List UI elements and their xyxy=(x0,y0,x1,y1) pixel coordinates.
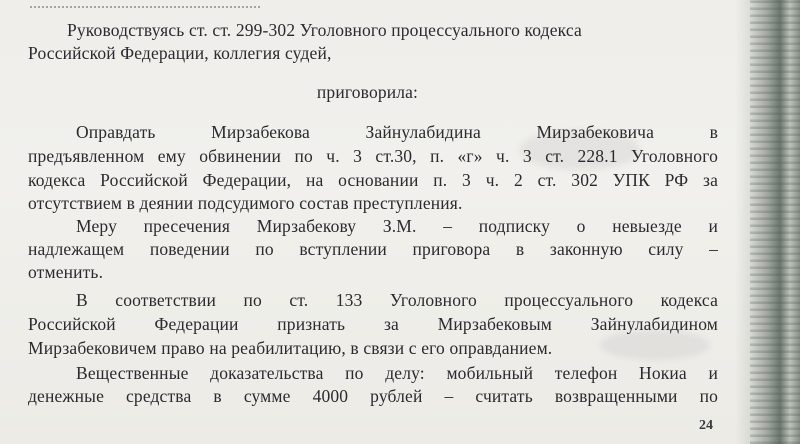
section-heading: приговорила: xyxy=(316,82,419,102)
text-line: предъявленном ему обвинении по ч. 3 ст.30, п. «г» ч. 3 ст. 228.1 Уголовного xyxy=(28,146,718,166)
text-line: Российской Федерации признать за Мирзабековым Зайнулабидином xyxy=(28,314,718,334)
text-line: Руководствуясь ст. ст. 299-302 Уголовного процессуального кодекса xyxy=(67,20,582,40)
text-line: Мирзабековичем право на реабилитацию, в связи с его оправданием. xyxy=(28,338,553,358)
text-line: В соответствии по ст. 133 Уголовного процессуального кодекса xyxy=(76,290,718,310)
text-line: денежные средства в сумме 4000 рублей – считать возвращенными по xyxy=(28,386,718,406)
text-line: надлежащем поведении по вступлении приговора в законную силу – xyxy=(28,239,718,259)
text-line: Российской Федерации, коллегия судей, xyxy=(28,43,332,63)
text-line: отменить. xyxy=(28,262,104,282)
text-line: Вещественные доказательства по делу: мобильный телефон Нокиа и xyxy=(76,363,718,383)
text-line: кодекса Российской Федерации, на основании п. 3 ч. 2 ст. 302 УПК РФ за xyxy=(28,170,718,190)
page-number: 24 xyxy=(699,418,713,433)
cut-off-top-line xyxy=(30,0,260,8)
text-line: Оправдать Мирзабекова Зайнулабидина Мирзабековича в xyxy=(76,122,718,142)
text-line: Меру пресечения Мирзабекову З.М. – подписку о невыезде и xyxy=(76,216,718,236)
text-line: отсутствием в деянии подсудимого состав преступления. xyxy=(28,193,463,213)
binding-edge xyxy=(750,0,800,444)
